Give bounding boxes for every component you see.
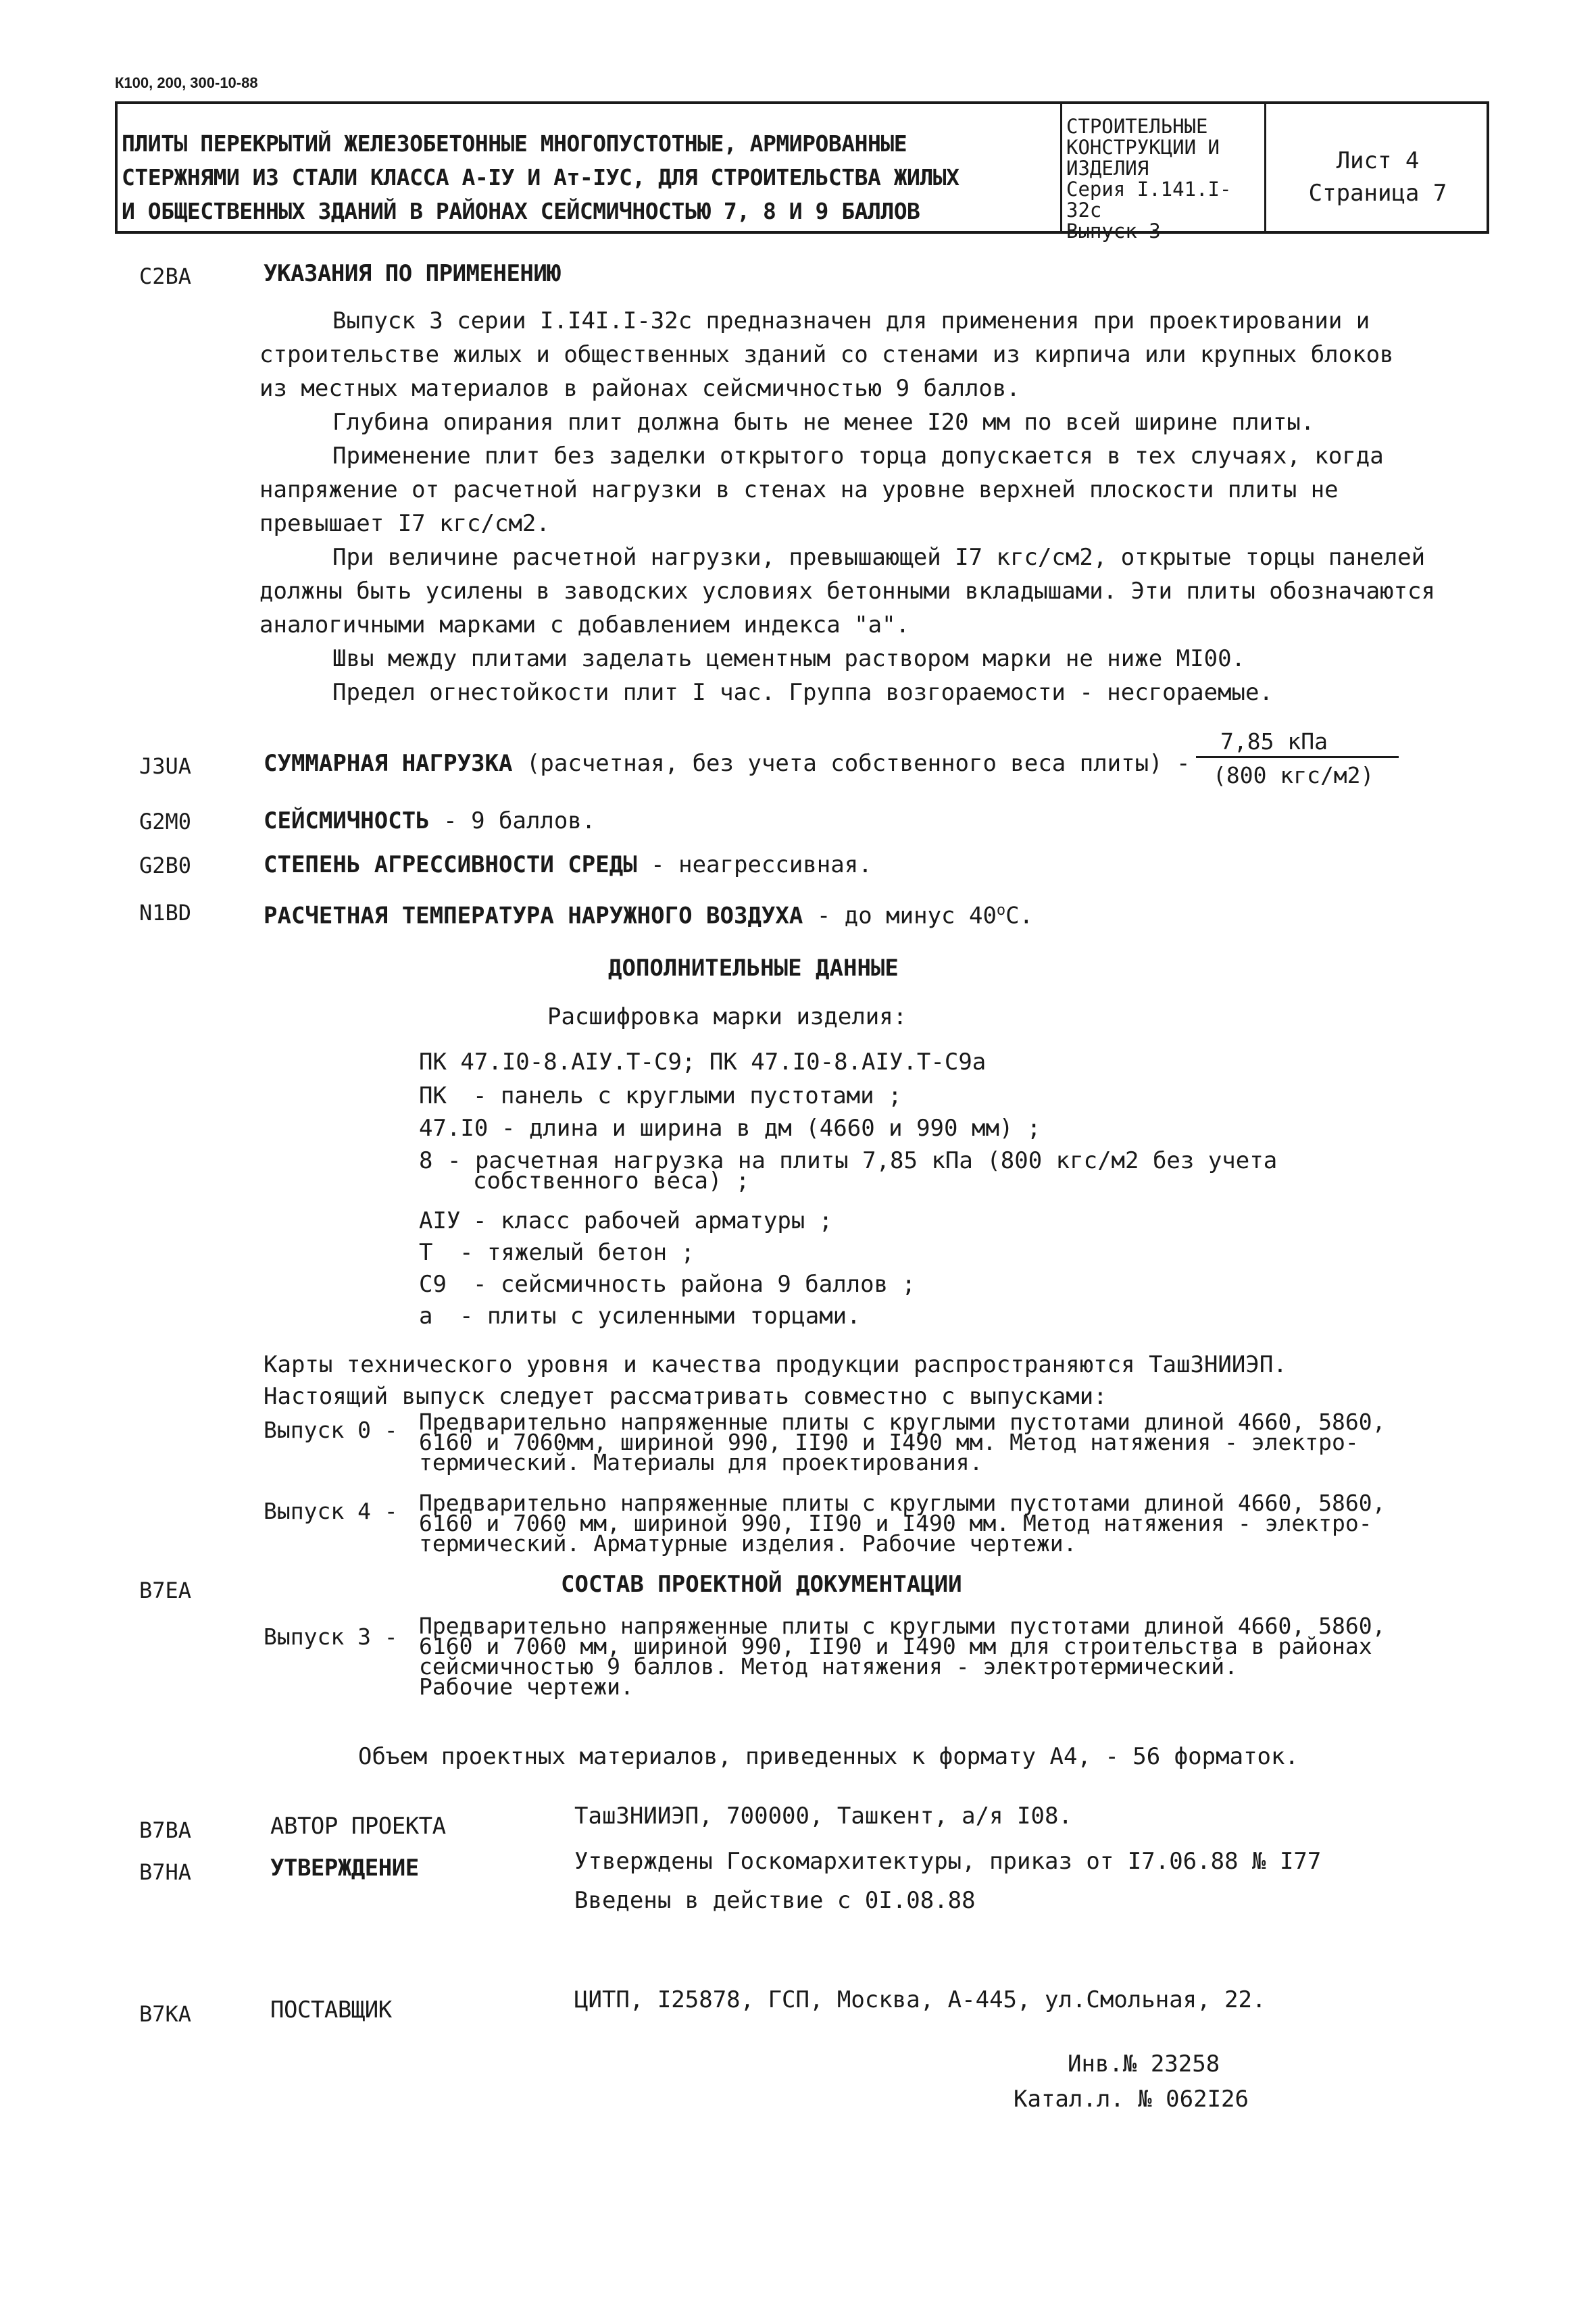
usage-line: строительстве жилых и общественных зданий со стенами из кирпича или крупных блоков xyxy=(259,341,1394,368)
issue-0-line: термический. Материалы для проектирования. xyxy=(419,1449,983,1476)
seismic-text: - 9 баллов. xyxy=(443,807,596,834)
issue-4-line: 6160 и 7060 мм, шириной 990, II90 и I490 мм. Метод натяжения - электро- xyxy=(419,1510,1372,1536)
aggressive-row xyxy=(264,848,872,882)
sheet-number: Лист 4 xyxy=(1336,147,1420,174)
temperature-unit: С. xyxy=(1005,902,1034,930)
series-number: Серия I.141.I-32с xyxy=(1066,178,1232,222)
usage-line: Швы между плитами заделать цементным раствором марки не ниже MI00. xyxy=(332,645,1246,672)
mark-value: - класс рабочей арматуры ; xyxy=(473,1207,833,1234)
usage-line: Предел огнестойкости плит I час. Группа возгораемости - несгораемые. xyxy=(332,679,1273,706)
document-title xyxy=(118,104,1062,231)
aggressive-text: - неагрессивная. xyxy=(651,851,872,878)
mark-key: AIУ xyxy=(419,1207,461,1234)
approval-code: B7HA xyxy=(139,1859,192,1885)
usage-line: напряжение от расчетной нагрузки в стенах на уровне верхней плоскости плиты не xyxy=(259,476,1339,503)
usage-line: Применение плит без заделки открытого торца допускается в тех случаях, когда xyxy=(332,443,1384,470)
mark-key: С9 xyxy=(419,1271,447,1298)
inventory-number: Инв.№ 23258 xyxy=(1068,2051,1220,2078)
usage-line: превышает I7 кгс/см2. xyxy=(259,510,550,537)
usage-line: Выпуск 3 серии I.I4I.I-32с предназначен для применения при проектировании и xyxy=(332,307,1370,334)
load-label: СУММАРНАЯ НАГРУЗКА xyxy=(264,750,513,777)
title-line: СТЕРЖНЯМИ ИЗ СТАЛИ КЛАССА А-IУ И Ат-IУС, ДЛЯ СТРОИТЕЛЬСТВА ЖИЛЫХ xyxy=(122,164,959,191)
issue-3-line: Рабочие чертежи. xyxy=(419,1674,634,1700)
load-text: (расчетная, без учета собственного веса плиты) - xyxy=(526,750,1191,777)
aggressive-code: G2B0 xyxy=(139,853,192,878)
mark-value: - длина и ширина в дм (4660 и 990 мм) ; xyxy=(501,1115,1041,1142)
mark-value-cont: собственного веса) ; xyxy=(473,1167,750,1194)
aggressive-label: СТЕПЕНЬ АГРЕССИВНОСТИ СРЕДЫ xyxy=(264,851,637,878)
mark-key: а xyxy=(419,1303,433,1330)
mark-value: - расчетная нагрузка на плиты 7,85 кПа (800 кгс/м2 без учета xyxy=(447,1147,1278,1174)
volume-note: Объем проектных материалов, приведенных к формату А4, - 56 форматок. xyxy=(358,1743,1299,1770)
title-line: И ОБЩЕСТВЕННЫХ ЗДАНИЙ В РАЙОНАХ СЕЙСМИЧНОСТЬЮ 7, 8 И 9 БАЛЛОВ xyxy=(122,198,920,224)
approval-date: Введены в действие с 0I.08.88 xyxy=(574,1887,976,1914)
document-code: К100, 200, 300-10-88 xyxy=(115,74,258,91)
issue-4-line: Предварительно напряженные плиты с круглыми пустотами длиной 4660, 5860, xyxy=(419,1490,1386,1516)
supplier-text: ЦИТП, I25878, ГСП, Москва, А-445, ул.Смольная, 22. xyxy=(574,1986,1266,2013)
degree-sign: о xyxy=(996,902,1006,919)
mark-value: - панель с круглыми пустотами ; xyxy=(473,1082,902,1109)
mark-value: - тяжелый бетон ; xyxy=(459,1239,695,1266)
issue-number: Выпуск 3 xyxy=(1066,220,1161,243)
mark-value: - плиты с усиленными торцами. xyxy=(459,1303,861,1330)
temperature-label: РАСЧЕТНАЯ ТЕМПЕРАТУРА НАРУЖНОГО ВОЗДУХА xyxy=(264,902,803,930)
issue-0-line: Предварительно напряженные плиты с круглыми пустотами длиной 4660, 5860, xyxy=(419,1409,1386,1435)
load-value-kpa: 7,85 кПа xyxy=(1220,728,1328,755)
usage-line: аналогичными марками с добавлением индекса "а". xyxy=(259,611,910,638)
author-code: B7BA xyxy=(139,1817,192,1843)
issue-3-label: Выпуск 3 - xyxy=(264,1624,398,1650)
fraction-line xyxy=(1196,756,1399,758)
issue-4-label: Выпуск 4 - xyxy=(264,1498,398,1524)
mark-key: 47.I0 xyxy=(419,1115,489,1142)
section-line: КОНСТРУКЦИИ И xyxy=(1066,136,1220,159)
author-label: АВТОР ПРОЕКТА xyxy=(270,1813,446,1840)
supplier-label: ПОСТАВЩИК xyxy=(270,1996,392,2023)
seismic-label: СЕЙСМИЧНОСТЬ xyxy=(264,807,430,834)
catalog-number: Катал.л. № 062I26 xyxy=(1014,2086,1249,2113)
usage-line: из местных материалов в районах сейсмичностью 9 баллов. xyxy=(259,375,1020,402)
mark-key: ПК xyxy=(419,1082,447,1109)
section-line: СТРОИТЕЛЬНЫЕ xyxy=(1066,115,1208,138)
issue-0-label: Выпуск 0 - xyxy=(264,1417,398,1443)
product-marks: ПК 47.I0-8.AIУ.Т-С9; ПК 47.I0-8.AIУ.Т-С9а xyxy=(419,1049,987,1076)
issue-3-line: сейсмичностью 9 баллов. Метод натяжения - электротермический. xyxy=(419,1653,1238,1680)
composition-title: СОСТАВ ПРОЕКТНОЙ ДОКУМЕНТАЦИИ xyxy=(561,1571,962,1598)
mark-value: - сейсмичность района 9 баллов ; xyxy=(473,1271,916,1298)
temperature-row xyxy=(264,894,1033,932)
load-value-kgs: (800 кгс/м2) xyxy=(1213,762,1374,788)
issue-0-line: 6160 и 7060мм, шириной 990, II90 и I490 мм. Метод натяжения - электро- xyxy=(419,1429,1359,1455)
temperature-code: N1BD xyxy=(139,900,192,926)
approval-text: Утверждены Госкомархитектуры, приказ от I7.06.88 № I77 xyxy=(574,1848,1322,1875)
mark-key: 8 xyxy=(419,1147,433,1174)
temperature-text: - до минус 40 xyxy=(816,902,997,930)
usage-line: Глубина опирания плит должна быть не менее I20 мм по всей ширине плиты. xyxy=(332,409,1315,436)
usage-code: С2ВА xyxy=(139,263,192,289)
seismic-code: G2M0 xyxy=(139,809,192,834)
title-line: ПЛИТЫ ПЕРЕКРЫТИЙ ЖЕЛЕЗОБЕТОННЫЕ МНОГОПУСТОТНЫЕ, АРМИРОВАННЫЕ xyxy=(122,130,907,157)
usage-line: При величине расчетной нагрузки, превышающей I7 кгс/см2, открытые торцы панелей xyxy=(332,544,1426,571)
sheet-info xyxy=(1266,104,1489,272)
issue-4-line: термический. Арматурные изделия. Рабочие чертежи. xyxy=(419,1530,1077,1557)
page-number: Страница 7 xyxy=(1308,180,1447,207)
usage-line: должны быть усилены в заводских условиях бетонными вкладышами. Эти плиты обозначаются xyxy=(259,578,1435,605)
seismic-row xyxy=(264,804,595,838)
cards-note: Карты технического уровня и качества продукции распространяются ТашЗНИИЭП. xyxy=(264,1351,1287,1378)
author-text: ТашЗНИИЭП, 700000, Ташкент, а/я I08. xyxy=(574,1803,1072,1830)
supplier-code: B7KA xyxy=(139,2001,192,2027)
mark-key: Т xyxy=(419,1239,433,1266)
load-row xyxy=(264,747,1191,780)
usage-label: УКАЗАНИЯ ПО ПРИМЕНЕНИЮ xyxy=(264,260,561,287)
series-info xyxy=(1062,104,1266,243)
load-code: J3UA xyxy=(139,753,192,779)
composition-code: B7EA xyxy=(139,1578,192,1603)
section-line: ИЗДЕЛИЯ xyxy=(1066,157,1149,180)
approval-label: УТВЕРЖДЕНИЕ xyxy=(270,1855,419,1882)
additional-title: ДОПОЛНИТЕЛЬНЫЕ ДАННЫЕ xyxy=(608,955,899,982)
together-note: Настоящий выпуск следует рассматривать совместно с выпусками: xyxy=(264,1383,1107,1410)
mark-decode-title: Расшифровка марки изделия: xyxy=(547,1003,907,1030)
issue-3-line: Предварительно напряженные плиты с круглыми пустотами длиной 4660, 5860, xyxy=(419,1613,1386,1639)
issue-3-line: 6160 и 7060 мм, шириной 990, II90 и I490 мм для строительства в районах xyxy=(419,1633,1372,1659)
title-block xyxy=(115,101,1489,243)
